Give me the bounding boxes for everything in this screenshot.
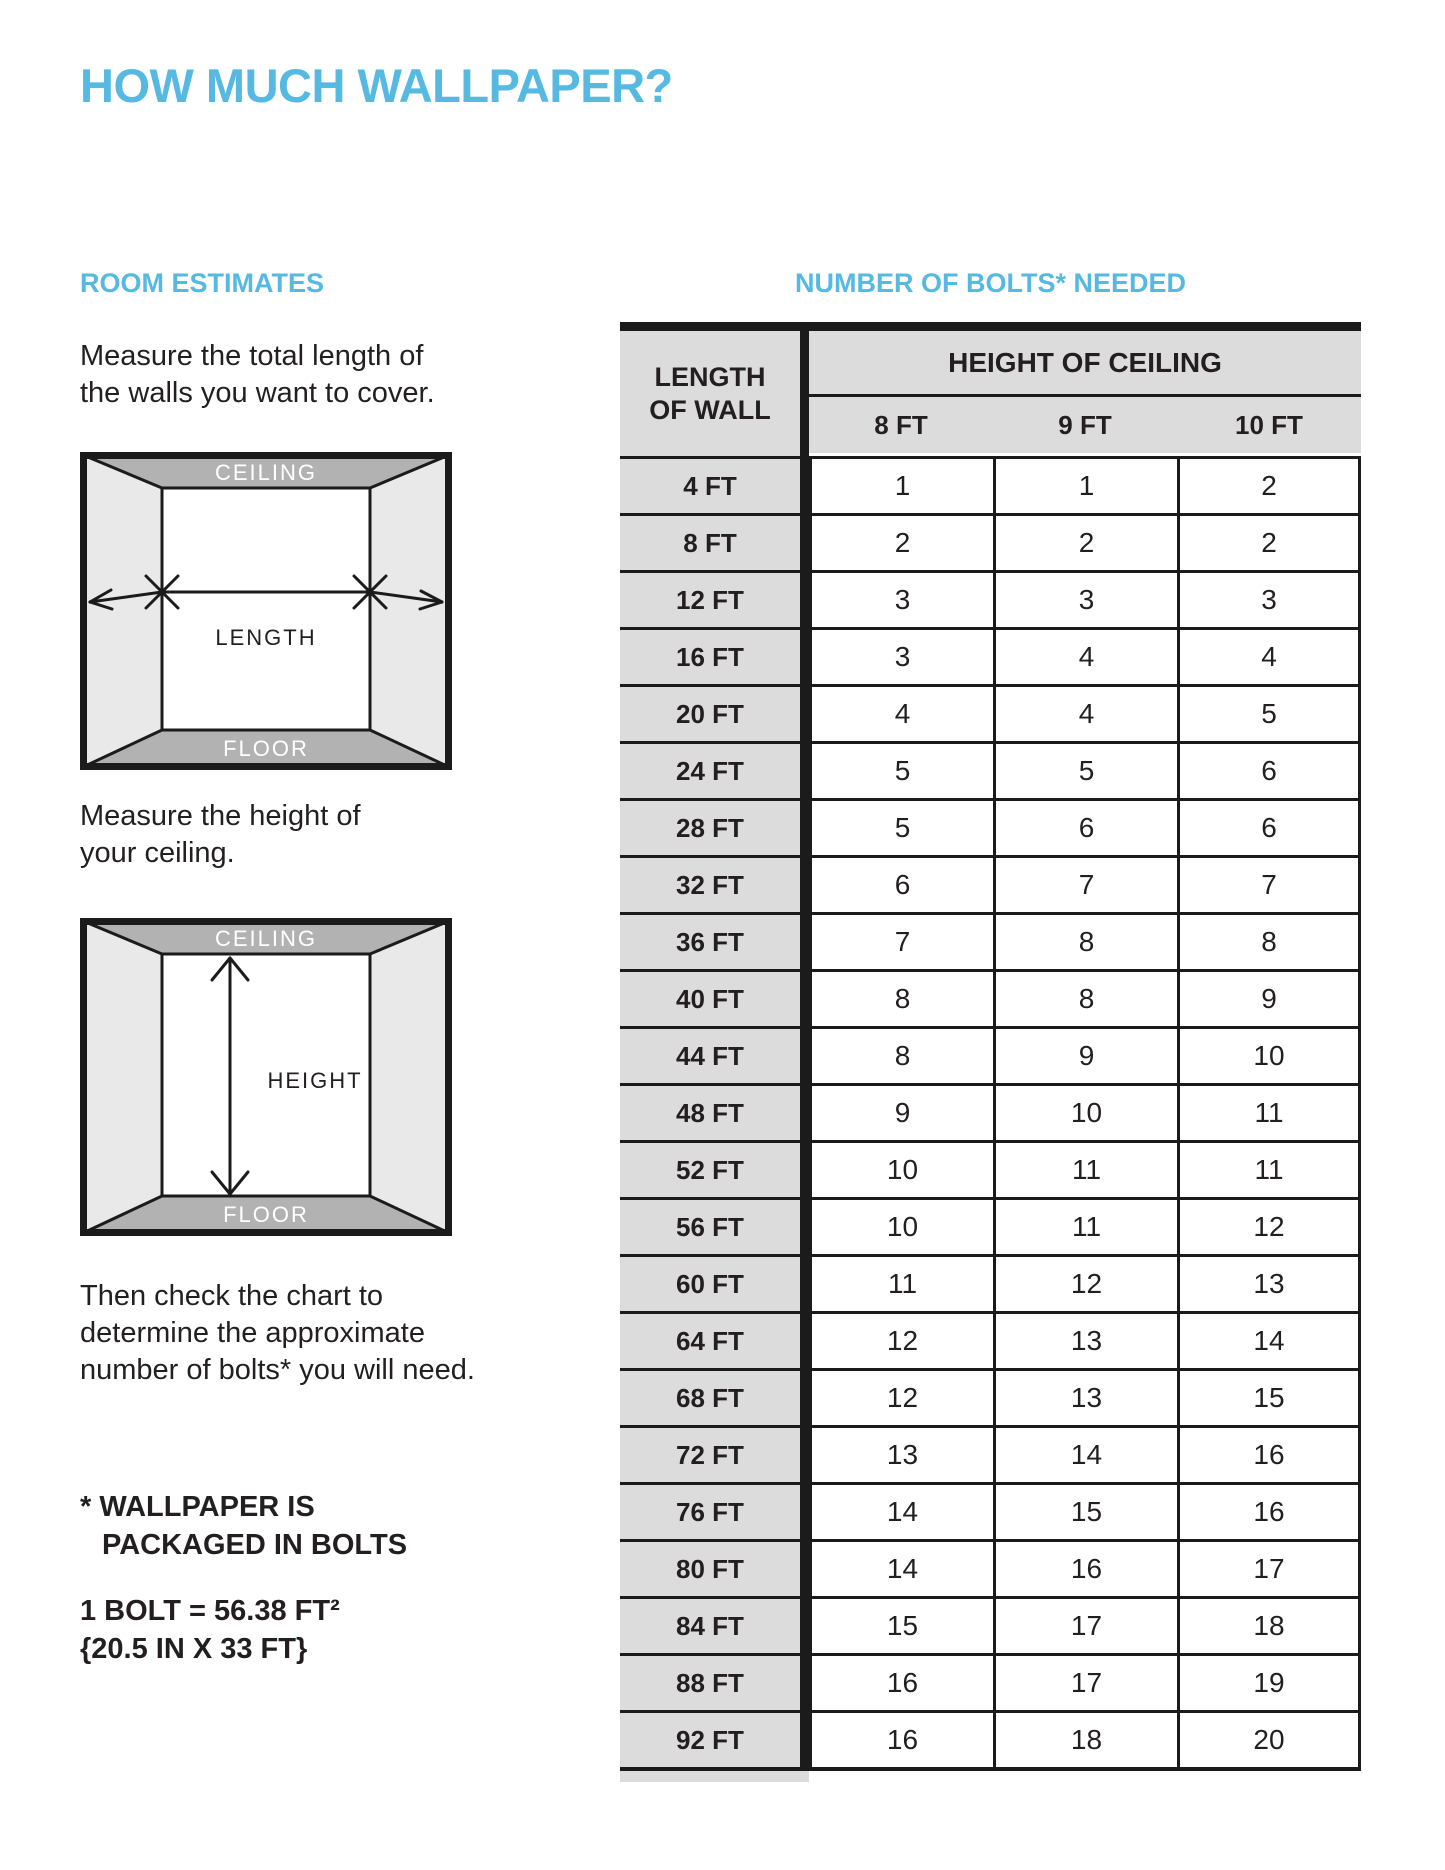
table-row xyxy=(620,798,1361,855)
bolt-count-cell: 12 xyxy=(809,1368,993,1425)
bolt-count-cell: 18 xyxy=(1177,1596,1361,1653)
bolt-count-cell: 9 xyxy=(993,1026,1177,1083)
table-row xyxy=(620,1596,1361,1653)
row-label: 24 FT xyxy=(620,741,809,798)
bolt-count-cell: 16 xyxy=(809,1710,993,1767)
row-label: 28 FT xyxy=(620,798,809,855)
bolt-count-cell: 5 xyxy=(809,741,993,798)
bolt-count-cell: 11 xyxy=(993,1197,1177,1254)
instruction-line: Measure the total length of xyxy=(80,340,424,372)
bolt-count-cell: 14 xyxy=(809,1539,993,1596)
column-header-length-of-wall xyxy=(620,331,809,456)
instruction-line: Then check the chart to xyxy=(80,1280,384,1312)
sub-header-9ft: 9 FT xyxy=(1058,409,1112,440)
instruction-measure-height xyxy=(80,798,361,872)
bolt-count-cell: 5 xyxy=(1177,684,1361,741)
row-label: 4 FT xyxy=(620,456,809,513)
instruction-line: Measure the height of xyxy=(80,800,361,832)
bolt-count-cell: 15 xyxy=(993,1482,1177,1539)
row-label: 80 FT xyxy=(620,1539,809,1596)
row-label: 56 FT xyxy=(620,1197,809,1254)
bolt-count-cell: 4 xyxy=(1177,627,1361,684)
table-row xyxy=(620,1425,1361,1482)
bolt-count-cell: 1 xyxy=(993,456,1177,513)
table-row xyxy=(620,1311,1361,1368)
table-row xyxy=(620,570,1361,627)
bolt-count-cell: 5 xyxy=(809,798,993,855)
bolt-count-cell: 6 xyxy=(1177,741,1361,798)
row-label: 36 FT xyxy=(620,912,809,969)
right-wall-panel xyxy=(370,921,449,1233)
bolt-count-cell: 20 xyxy=(1177,1710,1361,1767)
instruction-measure-length xyxy=(80,338,435,412)
table-row xyxy=(620,513,1361,570)
bolt-count-cell: 16 xyxy=(993,1539,1177,1596)
bolt-count-cell: 6 xyxy=(809,855,993,912)
bolt-count-cell: 3 xyxy=(809,627,993,684)
ceiling-label: CEILING xyxy=(214,926,318,951)
bolt-count-cell: 8 xyxy=(993,912,1177,969)
bolt-count-cell: 2 xyxy=(1177,456,1361,513)
ceiling-label: CEILING xyxy=(214,460,318,485)
row-label: 84 FT xyxy=(620,1596,809,1653)
row-label: 20 FT xyxy=(620,684,809,741)
table-row xyxy=(620,1482,1361,1539)
instruction-line: determine the approximate xyxy=(80,1317,425,1349)
table-row xyxy=(620,1083,1361,1140)
height-label: HEIGHT xyxy=(267,1068,363,1093)
bolt-count-cell: 12 xyxy=(993,1254,1177,1311)
bolt-count-cell: 16 xyxy=(809,1653,993,1710)
table-row xyxy=(620,855,1361,912)
row-label: 32 FT xyxy=(620,855,809,912)
row-label: 60 FT xyxy=(620,1254,809,1311)
header-line: LENGTH xyxy=(654,361,766,392)
bolt-count-cell: 2 xyxy=(1177,513,1361,570)
row-label: 68 FT xyxy=(620,1368,809,1425)
bolt-count-cell: 13 xyxy=(993,1368,1177,1425)
sub-header-10ft: 10 FT xyxy=(1235,409,1303,440)
bolt-count-cell: 4 xyxy=(993,684,1177,741)
table-row xyxy=(620,1710,1361,1767)
footnote-line: * WALLPAPER IS xyxy=(80,1491,315,1523)
bolt-count-cell: 10 xyxy=(993,1083,1177,1140)
length-label: LENGTH xyxy=(215,625,317,650)
bolt-table-body xyxy=(620,456,1361,1771)
table-row xyxy=(620,627,1361,684)
bolt-count-cell: 3 xyxy=(993,570,1177,627)
row-label: 16 FT xyxy=(620,627,809,684)
bolt-count-cell: 11 xyxy=(809,1254,993,1311)
bolt-count-cell: 7 xyxy=(809,912,993,969)
bolt-count-cell: 10 xyxy=(809,1140,993,1197)
bolts-table xyxy=(620,322,1361,1782)
bolt-count-cell: 13 xyxy=(993,1311,1177,1368)
row-label: 8 FT xyxy=(620,513,809,570)
table-row xyxy=(620,1197,1361,1254)
bolt-count-cell: 2 xyxy=(809,513,993,570)
bolt-count-cell: 7 xyxy=(993,855,1177,912)
row-label: 92 FT xyxy=(620,1710,809,1767)
sub-header-row xyxy=(809,397,1361,453)
bolt-count-cell: 16 xyxy=(1177,1425,1361,1482)
bolt-count-cell: 17 xyxy=(993,1596,1177,1653)
room-length-diagram xyxy=(80,452,452,770)
instruction-line: number of bolts* you will need. xyxy=(80,1354,475,1386)
left-wall-panel xyxy=(83,455,162,767)
bolt-count-cell: 4 xyxy=(993,627,1177,684)
bolt-count-cell: 13 xyxy=(809,1425,993,1482)
instruction-check-chart xyxy=(80,1278,475,1389)
header-line: OF WALL xyxy=(649,394,771,425)
row-label: 48 FT xyxy=(620,1083,809,1140)
floor-label: FLOOR xyxy=(223,736,309,761)
row-label: 88 FT xyxy=(620,1653,809,1710)
row-label: 72 FT xyxy=(620,1425,809,1482)
floor-label: FLOOR xyxy=(223,1202,309,1227)
row-label: 40 FT xyxy=(620,969,809,1026)
sub-header-8ft: 8 FT xyxy=(874,409,928,440)
bolt-count-cell: 9 xyxy=(809,1083,993,1140)
bolt-count-cell: 17 xyxy=(1177,1539,1361,1596)
table-row xyxy=(620,1026,1361,1083)
bolt-count-cell: 11 xyxy=(1177,1140,1361,1197)
bolt-count-cell: 3 xyxy=(809,570,993,627)
section-heading-bolts-needed: NUMBER OF BOLTS* NEEDED xyxy=(794,268,1186,298)
bolt-count-cell: 2 xyxy=(993,513,1177,570)
bolt-count-cell: 12 xyxy=(1177,1197,1361,1254)
bolt-count-cell: 4 xyxy=(809,684,993,741)
table-row xyxy=(620,1254,1361,1311)
row-label: 12 FT xyxy=(620,570,809,627)
table-row xyxy=(620,1140,1361,1197)
section-heading-room-estimates: ROOM ESTIMATES xyxy=(80,268,325,298)
instruction-line: your ceiling. xyxy=(80,837,235,869)
table-row xyxy=(620,1368,1361,1425)
table-row xyxy=(620,684,1361,741)
bolt-count-cell: 14 xyxy=(993,1425,1177,1482)
bolt-count-cell: 1 xyxy=(809,456,993,513)
footnote-bolts xyxy=(80,1488,407,1564)
bolt-count-cell: 8 xyxy=(809,969,993,1026)
row-label: 76 FT xyxy=(620,1482,809,1539)
bolt-count-cell: 5 xyxy=(993,741,1177,798)
bolt-count-cell: 6 xyxy=(993,798,1177,855)
row-label: 44 FT xyxy=(620,1026,809,1083)
bolt-count-cell: 14 xyxy=(1177,1311,1361,1368)
bolt-count-cell: 16 xyxy=(1177,1482,1361,1539)
bolt-count-cell: 17 xyxy=(993,1653,1177,1710)
footnote-line: {20.5 IN X 33 FT} xyxy=(80,1633,308,1665)
group-header-height-of-ceiling: HEIGHT OF CEILING xyxy=(809,331,1361,397)
bolt-count-cell: 15 xyxy=(1177,1368,1361,1425)
page-title: HOW MUCH WALLPAPER? xyxy=(80,59,673,112)
table-row xyxy=(620,969,1361,1026)
left-wall-panel xyxy=(83,921,162,1233)
footnote-line: PACKAGED IN BOLTS xyxy=(102,1529,408,1561)
bolt-count-cell: 15 xyxy=(809,1596,993,1653)
bolt-count-cell: 10 xyxy=(1177,1026,1361,1083)
footnote-bolt-size xyxy=(80,1592,340,1668)
table-row xyxy=(620,456,1361,513)
bolt-count-cell: 10 xyxy=(809,1197,993,1254)
table-row xyxy=(620,912,1361,969)
row-label: 52 FT xyxy=(620,1140,809,1197)
header-right-group xyxy=(809,331,1361,456)
table-row xyxy=(620,741,1361,798)
table-header xyxy=(620,331,1361,456)
bolt-count-cell: 13 xyxy=(1177,1254,1361,1311)
bolt-count-cell: 18 xyxy=(993,1710,1177,1767)
bolt-count-cell: 6 xyxy=(1177,798,1361,855)
bolt-count-cell: 8 xyxy=(809,1026,993,1083)
bolt-count-cell: 12 xyxy=(809,1311,993,1368)
bolt-count-cell: 19 xyxy=(1177,1653,1361,1710)
bolt-count-cell: 3 xyxy=(1177,570,1361,627)
right-wall-panel xyxy=(370,455,449,767)
table-row xyxy=(620,1653,1361,1710)
bolt-count-cell: 11 xyxy=(993,1140,1177,1197)
bolt-count-cell: 7 xyxy=(1177,855,1361,912)
table-row xyxy=(620,1539,1361,1596)
bolt-count-cell: 11 xyxy=(1177,1083,1361,1140)
bolt-count-cell: 14 xyxy=(809,1482,993,1539)
footnote-line: 1 BOLT = 56.38 FT² xyxy=(80,1595,340,1627)
table-left-column-stub xyxy=(620,1771,809,1782)
instruction-line: the walls you want to cover. xyxy=(80,377,435,409)
row-label: 64 FT xyxy=(620,1311,809,1368)
table-top-border xyxy=(620,322,1361,331)
bolt-count-cell: 9 xyxy=(1177,969,1361,1026)
bolt-count-cell: 8 xyxy=(993,969,1177,1026)
bolt-count-cell: 8 xyxy=(1177,912,1361,969)
room-height-diagram xyxy=(80,918,452,1236)
back-wall-panel xyxy=(162,488,370,730)
